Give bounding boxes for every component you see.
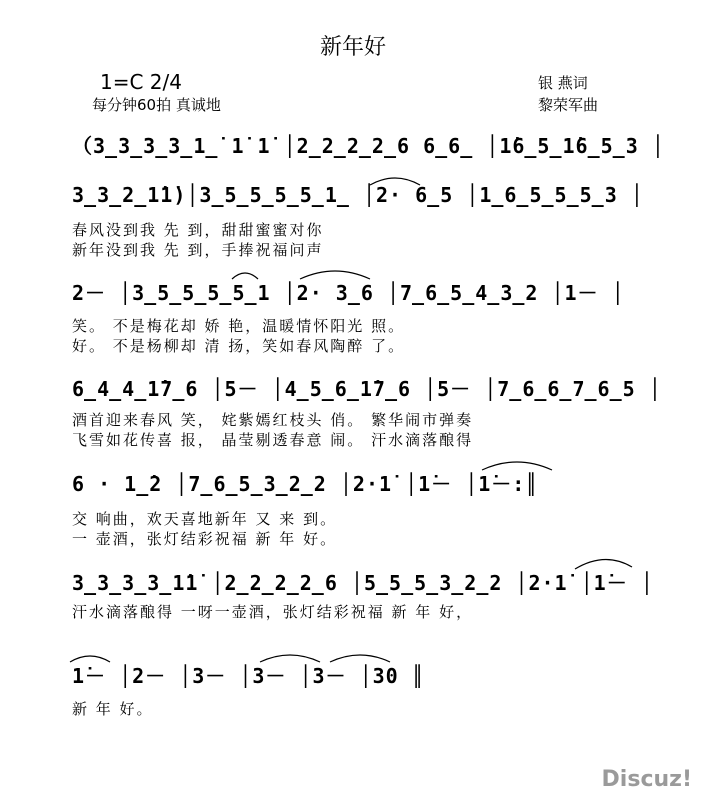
lyrics-verse-1: 汗水滴落酿得 一呀一壶酒，张灯结彩祝福 新 年 好， (72, 603, 474, 621)
lyrics-verse-1: 笑。 不是梅花却 娇 艳，温暖情怀阳光 照。 (72, 317, 406, 335)
lyrics-verse-1: 交 响曲，欢天喜地新年 又 来 到。 (72, 510, 338, 528)
notes-line: 3̲3̲2̲1̇1̇)│3̲5̲5̲5̲5̲1̲ │2· 6̲5 │1̲6̲5̲5̲5̲3 │ (72, 183, 644, 207)
lyricist: 银 燕词 (538, 74, 588, 92)
notes-line: 3̲3̲3̲3̲1̇1̇ │2̲2̲2̲2̲6 │5̲5̲5̲3̲2̲2 │2·1̇ │1̇－ │ (72, 571, 654, 595)
lyrics-verse-2: 飞雪如花传喜 报， 晶莹剔透春意 闹。 汗水滴落酿得 (72, 431, 474, 449)
page-title: 新年好 (319, 35, 386, 60)
watermark: Discuz! (601, 767, 692, 792)
composer: 黎荣军曲 (538, 96, 599, 114)
notes-line: 6̲4̲4̲1̇7̲6 │5－ │4̲5̲6̲1̇7̲6 │5－ │7̲6̲6̲7̲6̲5 │ (72, 377, 662, 401)
notes-line: 6 · 1̲̇2 │7̲6̲5̲3̲2̲2 │2·1̇ │1̇－ │1̇－:║ (72, 472, 539, 496)
lyrics-verse-1: 春风没到我 先 到，甜甜蜜蜜对你 (72, 221, 324, 239)
lyrics-verse-2: 一 壶酒，张灯结彩祝福 新 年 好。 (72, 530, 338, 548)
notes-line: 1̇－ │2－ │3－ │3－ │3－ │30 ║ (72, 664, 425, 688)
lyrics-verse-2: 好。 不是杨柳却 清 扬，笑如春风陶醉 了。 (72, 337, 406, 355)
tempo-marking: 每分钟60拍 真诚地 (92, 96, 221, 114)
lyrics-verse-1: 酒首迎来春风 笑， 姹紫嫣红枝头 俏。 繁华闹市弹奏 (72, 411, 474, 429)
notes-line: （3̲3̲3̲3̲1̲̇ 1̇ 1̇ │2̲2̲2̲2̲6 6̲6̲ │1̇6̲5̲1̇6̲5̲3 │ (72, 134, 665, 158)
notes-line: 2－ │3̲5̲5̲5̲5̲1 │2· 3̲6 │7̲6̲5̲4̲3̲2 │1－ │ (72, 281, 625, 305)
score-row-3 (0, 277, 706, 387)
key-signature: 1=C 2/4 (100, 70, 182, 94)
score-row-7 (0, 660, 706, 770)
lyrics-verse-2: 新年没到我 先 到，手捧祝福问声 (72, 241, 324, 259)
lyrics-verse-1: 新 年 好。 (72, 700, 154, 718)
